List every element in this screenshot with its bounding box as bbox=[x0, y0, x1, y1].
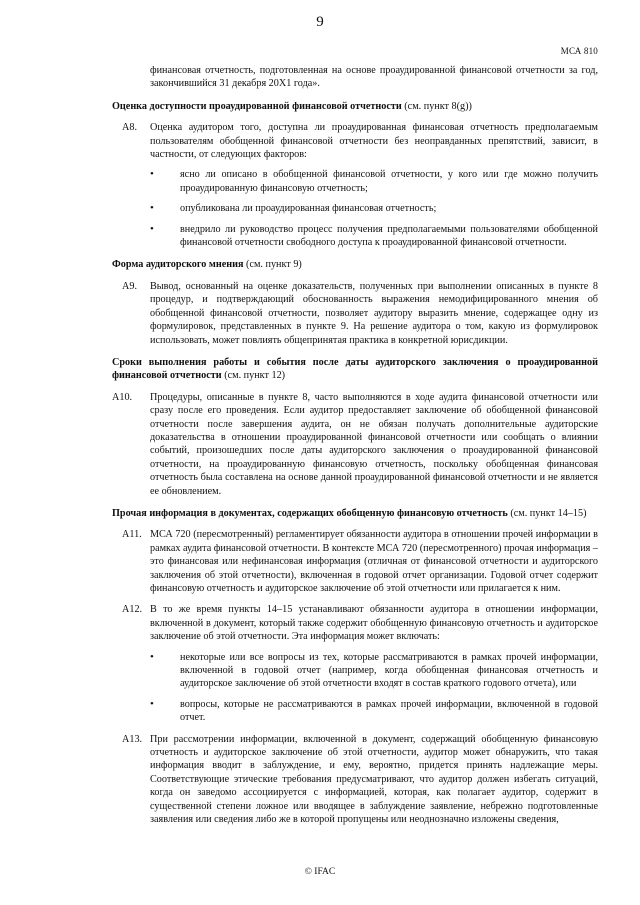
paragraph-body bbox=[150, 733, 598, 827]
paragraph-a11 bbox=[112, 528, 598, 595]
ref-underlined: g bbox=[460, 100, 466, 112]
paragraph-text: Оценка аудитором того, доступна ли проаудированная финансовая отчетность предполагаемым пользователям обобщенной финансовой отчетности без неоправданных препятствий, зависит, в частности, от следующих факторов: bbox=[150, 122, 598, 161]
section-heading-other-information bbox=[112, 507, 598, 520]
paragraph-a9 bbox=[112, 280, 598, 347]
list-item-text: ясно ли описано в обобщенной финансовой отчетности, у кого или где можно получить проаудированную финансовую отчетность; bbox=[180, 169, 598, 194]
heading-reference: (см. пункт 14–15) bbox=[510, 507, 587, 519]
ref-prefix: (см. пункт 8( bbox=[404, 100, 461, 112]
intro-text: финансовая отчетность, подготовленная на основе проаудированной финансовой отчетности за год, закончившийся 31 декабря 20Х1 года». bbox=[150, 65, 598, 90]
bullet-icon bbox=[150, 168, 180, 195]
heading-reference bbox=[404, 101, 472, 112]
bullet-list bbox=[150, 651, 598, 725]
paragraph-number: A13. bbox=[122, 733, 143, 745]
paragraph-text: Вывод, основанный на оценке доказательств, полученных при выполнении описанных в пункте 8 процедур, и подтверждающий обоснованность выражения немодифицированного мнения об обобщенной финансовой отчетности, позволяет аудитору выразить мнение, содержащее одну из формулировок, представленных в пункте 9. На решение аудитора о том, какую из формулировок использовать, может повлиять общепринятая практика в конкретной юрисдикции. bbox=[150, 280, 598, 346]
paragraph-body bbox=[150, 391, 598, 498]
bullet-icon bbox=[150, 202, 180, 215]
list-item-text: вопросы, которые не рассматриваются в рамках прочей информации, включенной в годовой отчет. bbox=[180, 698, 598, 724]
list-item-text: опубликована ли проаудированная финансовая отчетность; bbox=[180, 203, 437, 215]
heading-text: Прочая информация в документах, содержащих обобщенную финансовую отчетность bbox=[112, 507, 508, 519]
paragraph-text: МСА 720 (пересмотренный) регламентирует обязанности аудитора в отношении прочей информации в рамках аудита финансовой отчетности. В контексте МСА 720 (пересмотренного) прочая информация – это финансовая или нефинансовая информация (отличная от финансовой отчетности и аудиторского заключения об этой отчетности), включенная в годовой отчет организации. Годовой отчет содержит финансовую отчетность и аудиторское заключение об этой отчетности или прилагается к ним. bbox=[150, 529, 598, 594]
paragraph-number: A10. bbox=[112, 391, 133, 403]
paragraph-a13 bbox=[112, 733, 598, 827]
paragraph-number: A11. bbox=[122, 529, 142, 541]
list-item bbox=[150, 698, 598, 725]
paragraph-number: A12. bbox=[122, 604, 143, 616]
list-item bbox=[150, 202, 598, 215]
paragraph-text: При рассмотрении информации, включенной в документ, содержащий обобщенную финансовую отчетность и аудиторское заключение об этой отчетности, аудитор может обнаружить, что такая информация вводит в заблуждение, и ему, вероятно, придется принять надлежащие меры. Соответствующие этические требования предусматривают, что аудитор должен избегать ситуаций, когда он заведомо ассоциируется с информацией, которая, как полагает аудитор, содержит в существенной степени ложное или вводящее в заблуждение заявление, небрежно подготовленные заявления или сведения либо же в которой пропущены или неоднозначно изложены сведения, bbox=[150, 733, 598, 826]
list-item-text: внедрило ли руководство процесс получения предполагаемыми пользователями обобщенной финансовой отчетности свободного доступа к проаудированной финансовой отчетности. bbox=[180, 223, 598, 249]
page-number: 9 bbox=[316, 14, 324, 30]
bullet-list bbox=[150, 168, 598, 249]
ref-suffix: )) bbox=[465, 100, 472, 112]
heading-text: Форма аудиторского мнения bbox=[112, 259, 244, 271]
paragraph-a8 bbox=[112, 121, 598, 249]
heading-reference: (см. пункт 9) bbox=[246, 259, 302, 271]
paragraph-a12 bbox=[112, 603, 598, 724]
heading-text: Сроки выполнения работы и события после даты аудиторского заключения о проаудированной финансовой отчетности bbox=[112, 356, 598, 382]
paragraph-text: Процедуры, описанные в пункте 8, часто выполняются в ходе аудита финансовой отчетности или сразу после его проведения. Если аудитор предоставляет заключение об обобщенной финансовой отчетности после завершения аудита, он не обязан получать дополнительные аудиторские доказательства в отношении проаудированной финансовой отчетности или сообщать о влиянии событий, произошедших после даты аудиторского заключения о проаудированной финансовой отчетности, на проаудированную финансовую отчетность, поскольку обобщенная финансовая отчетность была составлена на основе данной проаудированной финансовой отчетности и не является ее обновлением. bbox=[150, 391, 598, 497]
copyright-footer: © IFAC bbox=[304, 867, 336, 877]
list-item bbox=[150, 168, 598, 195]
section-heading-opinion-form bbox=[112, 258, 598, 271]
paragraph-body bbox=[150, 603, 598, 724]
bullet-icon bbox=[150, 651, 180, 691]
section-heading-availability bbox=[112, 100, 598, 113]
paragraph-body bbox=[150, 121, 598, 249]
paragraph-a10 bbox=[112, 391, 598, 498]
list-item bbox=[150, 223, 598, 250]
document-code: МСА 810 bbox=[560, 46, 598, 56]
heading-reference: (см. пункт 12) bbox=[224, 370, 286, 382]
bullet-icon bbox=[150, 698, 180, 725]
paragraph-text: В то же время пункты 14–15 устанавливают обязанности аудитора в отношении информации, включенной в документ, который также содержит обобщенную финансовую отчетность и аудиторское заключение об этой отчетности. Эта информация может включать: bbox=[150, 604, 598, 643]
paragraph-body bbox=[150, 280, 598, 347]
bullet-icon bbox=[150, 223, 180, 250]
paragraph-number: A9. bbox=[122, 280, 137, 292]
paragraph-number: A8. bbox=[122, 122, 137, 134]
heading-text: Оценка доступности проаудированной финансовой отчетности bbox=[112, 100, 402, 112]
list-item bbox=[150, 651, 598, 691]
list-item-text: некоторые или все вопросы из тех, которые рассматриваются в рамках прочей информации, включенной в годовой отчет (например, когда обобщенная финансовая отчетность и аудиторское заключение об этой отчетности входят в состав краткого годового отчета), или bbox=[180, 651, 598, 690]
document-body bbox=[112, 64, 598, 827]
paragraph-body bbox=[150, 528, 598, 595]
section-heading-timing bbox=[112, 356, 598, 383]
